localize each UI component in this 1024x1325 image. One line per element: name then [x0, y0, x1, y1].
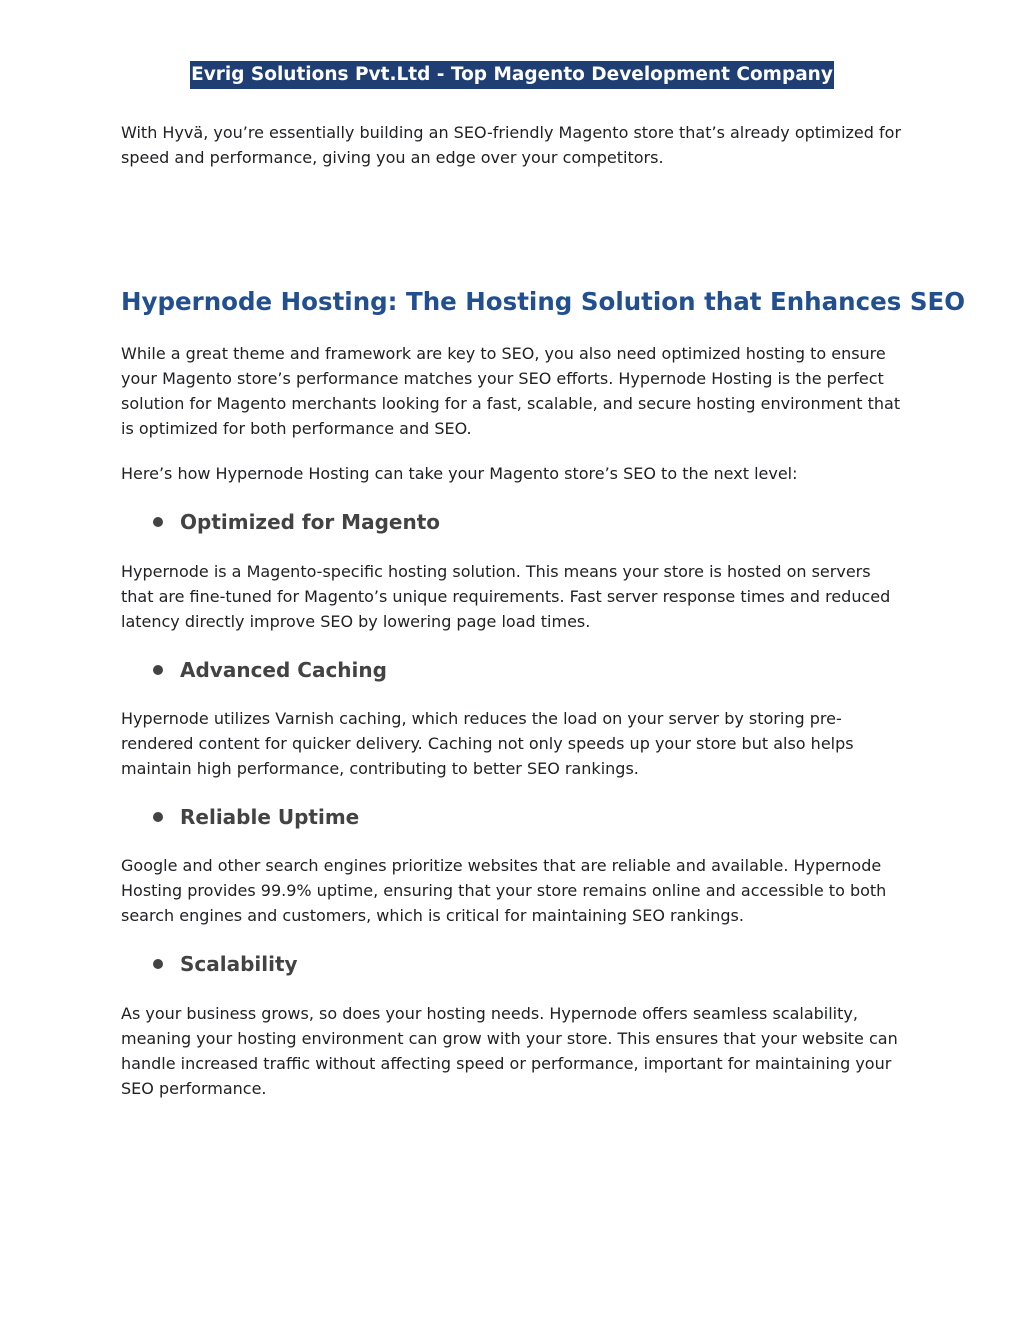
feature-text-uptime: Google and other search engines prioritize websites that are reliable and available. Hypernode Hosting provides 99.9% uptime, ensuring that your store remains online and accessible to both search engines and customers, which is critical for maintaining SEO rankings. — [121, 856, 887, 925]
bullet-icon — [153, 812, 163, 822]
section-heading-block — [121, 286, 966, 318]
bullet-icon — [153, 959, 163, 969]
section-paragraph-1-block — [121, 341, 907, 441]
feature-heading-label: Scalability — [180, 952, 298, 976]
section-paragraph-1: While a great theme and framework are key to SEO, you also need optimized hosting to ensure your Magento store’s performance matches your SEO efforts. Hypernode Hosting is the perfect solution for Magento merchants looking for a fast, scalable, and secure hosting environment that is optimized for both performance and SEO. — [121, 344, 901, 438]
feature-heading-uptime — [153, 803, 359, 831]
feature-heading-label: Advanced Caching — [180, 658, 387, 682]
feature-heading-label: Reliable Uptime — [180, 805, 360, 829]
feature-text-block — [121, 559, 907, 634]
feature-text-scalability: As your business grows, so does your hosting needs. Hypernode offers seamless scalability, meaning your hosting environment can grow with your store. This ensures that your website can handle increased traffic without affecting speed or performance, important for maintaining your SEO performance. — [121, 1004, 898, 1098]
feature-heading-caching — [153, 656, 387, 684]
feature-heading-scalability — [153, 950, 298, 978]
bullet-icon — [153, 517, 163, 527]
intro-block — [121, 120, 907, 170]
feature-text-block — [121, 1001, 907, 1101]
feature-heading-optimized — [153, 508, 440, 536]
section-paragraph-2: Here’s how Hypernode Hosting can take your Magento store’s SEO to the next level: — [121, 464, 798, 483]
intro-paragraph: With Hyvä, you’re essentially building an SEO-friendly Magento store that’s already optimized for speed and performance, giving you an edge over your competitors. — [121, 123, 902, 167]
feature-text-block — [121, 853, 907, 928]
section-title: Hypernode Hosting: The Hosting Solution that Enhances SEO — [121, 287, 966, 316]
header-banner-wrapper — [0, 61, 1024, 89]
feature-text-caching: Hypernode utilizes Varnish caching, which reduces the load on your server by storing pre-rendered content for quicker delivery. Caching not only speeds up your store but also helps maintain high performance, contributing to better SEO rankings. — [121, 709, 854, 778]
feature-heading-label: Optimized for Magento — [180, 510, 440, 534]
company-banner: Evrig Solutions Pvt.Ltd - Top Magento Development Company — [190, 61, 834, 89]
feature-text-optimized: Hypernode is a Magento-specific hosting solution. This means your store is hosted on servers that are fine-tuned for Magento’s unique requirements. Fast server response times and reduced latency directly improve SEO by lowering page load times. — [121, 562, 891, 631]
feature-text-block — [121, 706, 907, 781]
section-paragraph-2-block — [121, 461, 907, 486]
bullet-icon — [153, 665, 163, 675]
